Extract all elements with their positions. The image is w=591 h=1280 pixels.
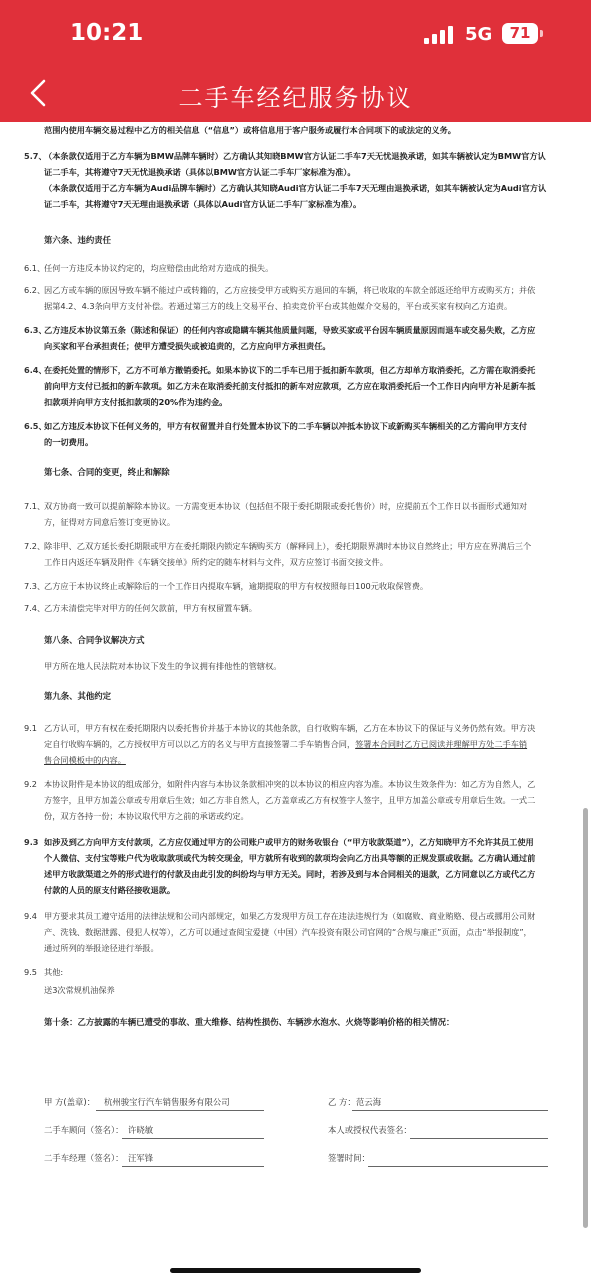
clause-number: 9.3 — [24, 837, 39, 847]
party-b-label: 乙 方： — [328, 1097, 356, 1107]
authorized-label: 本人或授权代表签名： — [328, 1125, 412, 1135]
clause-line: 付款的人员的原支付路径接收退款。 — [44, 885, 176, 895]
party-a-label: 甲 方(盖章)： — [44, 1097, 96, 1107]
date-label: 签署时间： — [328, 1153, 370, 1163]
page-title: 二手车经纪服务协议 — [178, 84, 413, 112]
manager-value: 汪军锋 — [128, 1153, 154, 1163]
clause-5-7-line: （本条款仅适用于乙方车辆为BMW品牌车辆时）乙方确认其知晓BMW官方认证二手车7天无忧退换承诺，如其车辆被认定为BMW官方认 — [44, 151, 546, 161]
clause-line: 送3次常规机油保养 — [44, 985, 115, 995]
section-heading: 第八条、合同争议解决方式 — [44, 635, 145, 645]
signature-line — [368, 1166, 548, 1167]
clause-5-7-line: （本条款仅适用于乙方车辆为Audi品牌车辆时）乙方确认其知晓Audi官方认证二手车7天无理由退换承诺，如其车辆被认定为Audi官方认 — [44, 183, 547, 193]
clause-line: 通过所列的举报途径进行举报。 — [44, 943, 159, 953]
clause-number: 7.4、 — [24, 603, 46, 613]
status-time: 10:21 — [70, 20, 144, 46]
clause-line: 如涉及到乙方向甲方支付款项，乙方应仅通过甲方的公司账户或甲方的财务收银台（“甲方收款渠道”），乙方知晓甲方不允许其员工使用 — [44, 837, 534, 847]
signature-line — [122, 1166, 264, 1167]
clause-line: 个人微信、支付宝等账户代为收取款项或代为转交现金，甲方就所有收到的款项均会向乙方出具等额的正规发票或收据。乙方确认通过前 — [44, 853, 536, 863]
clause-number: 9.2 — [24, 779, 38, 789]
clause-number: 9.1 — [24, 723, 38, 733]
clause-line: 任何一方违反本协议约定的，均应赔偿由此给对方造成的损失。 — [44, 263, 274, 273]
clause-5-7-line: 证二手车，其将遵守7天无忧退换承诺（具体以BMW官方认证二手车厂家标准为准）。 — [44, 167, 356, 177]
clause-number: 7.3、 — [24, 581, 46, 591]
manager-label: 二手车经理（签名）： — [44, 1153, 124, 1163]
clause-line: 乙方未清偿完毕对甲方的任何欠款前，甲方有权留置车辆。 — [44, 603, 257, 613]
agreement-document[interactable] — [0, 122, 591, 1280]
clause-line: 因乙方或车辆的原因导致车辆不能过户或转籍的，乙方应接受甲方或购买方退回的车辆，将已收取的车款全部返还给甲方或购买方；并依 — [44, 285, 536, 295]
clause-line: 的一切费用。 — [44, 437, 94, 447]
clause-line: 方签字，且甲方加盖公章或专用章后生效；如乙方非自然人，乙方盖章或乙方有权签字人签字，且甲方加盖公章或专用章后生效。一式二 — [44, 795, 536, 805]
clause-number: 6.1、 — [24, 263, 46, 273]
underlined-text: 签署本合同时乙方已阅读并理解甲方处二手车销 — [355, 739, 528, 749]
clause-line: 甲方要求其员工遵守适用的法律法规和公司内部规定，如果乙方发现甲方员工存在违法违规行为（如腐败、商业贿赂、侵占或挪用公司财 — [44, 911, 536, 921]
clause-line: 其他: — [44, 967, 64, 977]
clause-line: 前向甲方支付已抵扣的新车款项。如乙方未在取消委托前支付抵扣的新车对应款项，乙方应在取消委托后一个工作日内向甲方补足新车抵 — [44, 381, 536, 391]
clause-text: 定自行收购车辆的，乙方授权甲方可以以乙方的名义与甲方直接签署二手车销售合同， — [44, 739, 356, 749]
clause-line: 乙方认可，甲方有权在委托期限内以委托售价并基于本协议的其他条款，自行收购车辆，乙方在本协议下的保证与义务仍然有效。甲方决 — [44, 723, 536, 733]
app-header — [0, 0, 591, 122]
party-a-value: 杭州骏宝行汽车销售服务有限公司 — [104, 1097, 230, 1107]
clause-line: 扣款项并向甲方支付抵扣款项的20%作为违约金。 — [44, 397, 228, 407]
section-text: 甲方所在地人民法院对本协议下发生的争议拥有排他性的管辖权。 — [44, 661, 282, 671]
doc-text-top: 范围内使用车辆交易过程中乙方的相关信息（“信息”）或将信息用于客户服务或履行本合同项下的或法定的义务。 — [44, 125, 456, 135]
underlined-text: 售合同模板中的内容。 — [44, 755, 126, 765]
clause-line: 乙方违反本协议第五条（陈述和保证）的任何内容或隐瞒车辆其他质量问题，导致买家或平台因车辆质量原因而退车或交易失败，乙方应 — [44, 325, 536, 335]
clause-number: 6.5、 — [24, 421, 47, 431]
clause-line: 乙方应于本协议终止或解除后的一个工作日内提取车辆，逾期提取的甲方有权按照每日100元收取保管费。 — [44, 581, 429, 591]
party-b-value: 范云海 — [356, 1097, 382, 1107]
clause-number: 6.2、 — [24, 285, 46, 295]
clause-number: 5.7、 — [24, 151, 47, 161]
clause-number: 6.4、 — [24, 365, 47, 375]
clause-number: 6.3、 — [24, 325, 47, 335]
clause-number: 7.1、 — [24, 501, 46, 511]
signature-line — [410, 1138, 548, 1139]
signature-line — [96, 1110, 264, 1111]
clause-line — [44, 736, 574, 753]
clause-line: 述甲方收款渠道之外的形式进行的付款及由此引发的纠纷均与甲方无关。同时，若涉及到与本合同相关的退款，乙方同意以乙方或代乙方 — [44, 869, 536, 879]
battery-icon: 71 — [502, 23, 538, 44]
clause-line: 双方协商一致可以提前解除本协议。一方需变更本协议（包括但不限于委托期限或委托售价）时，应提前五个工作日以书面形式通知对 — [44, 501, 528, 511]
clause-line: 份，双方各持一份；本协议取代甲方之前的承诺或约定。 — [44, 811, 249, 821]
clause-line: 据第4.2、4.3条向甲方支付补偿。若通过第三方的线上交易平台、拍卖竞价平台或其他媒介交易的，平台或买家有权向乙方追责。 — [44, 301, 513, 311]
signature-line — [352, 1110, 548, 1111]
section-heading: 第六条、违约责任 — [44, 235, 111, 245]
home-indicator[interactable] — [170, 1268, 421, 1273]
clause-5-7-line: 证二手车，其将遵守7天无理由退换承诺（具体以Audi官方认证二手车厂家标准为准）。 — [44, 199, 362, 209]
clause-number: 9.5 — [24, 967, 38, 977]
consultant-label: 二手车顾问（签名）： — [44, 1125, 124, 1135]
scrollbar[interactable] — [583, 808, 588, 1228]
section-heading: 第十条：乙方披露的车辆已遭受的事故、重大维修、结构性损伤、车辆涉水泡水、火烧等影响价格的相关情况： — [44, 1017, 455, 1027]
consultant-value: 许晓敏 — [128, 1125, 154, 1135]
clause-line: 向买家和平台承担责任；使甲方遭受损失或被追责的，乙方应向甲方承担责任。 — [44, 341, 331, 351]
clause-line: 本协议附件是本协议的组成部分，如附件内容与本协议条款相冲突的以本协议的相应内容为准。本协议生效条件为：如乙方为自然人，乙 — [44, 779, 536, 789]
battery-tip — [540, 30, 543, 37]
clause-line: 产、洗钱、数据泄露、侵犯人权等），乙方可以通过查阅宝爱捷（中国）汽车投资有限公司官网的“合规与廉正”页面，点击“举报制度”， — [44, 927, 532, 937]
clause-line: 方，征得对方同意后签订变更协议。 — [44, 517, 176, 527]
clause-number: 9.4 — [24, 911, 38, 921]
clause-line: 在委托处置的情形下，乙方不可单方撤销委托。如果本协议下的二手车已用于抵扣新车款项，但乙方却单方取消委托，乙方需在取消委托 — [44, 365, 536, 375]
signature-line — [122, 1138, 264, 1139]
clause-line: 如乙方违反本协议下任何义务的，甲方有权留置并自行处置本协议下的二手车辆以冲抵本协议下或新购买车辆相关的乙方需向甲方支付 — [44, 421, 528, 431]
clause-line: 除非甲、乙双方延长委托期限或甲方在委托期限内锁定车辆购买方（解释同上），委托期限界满时本协议自然终止；甲方应在界满后三个 — [44, 541, 532, 551]
section-heading: 第九条、其他约定 — [44, 691, 111, 701]
network-type: 5G — [465, 24, 493, 45]
clause-number: 7.2、 — [24, 541, 46, 551]
clause-line: 工作日内返还车辆及附件《车辆交接单》所约定的随车材料与文件，双方应签订书面交接文件。 — [44, 557, 388, 567]
section-heading: 第七条、合同的变更，终止和解除 — [44, 467, 170, 477]
cell-signal-icon — [424, 26, 456, 44]
